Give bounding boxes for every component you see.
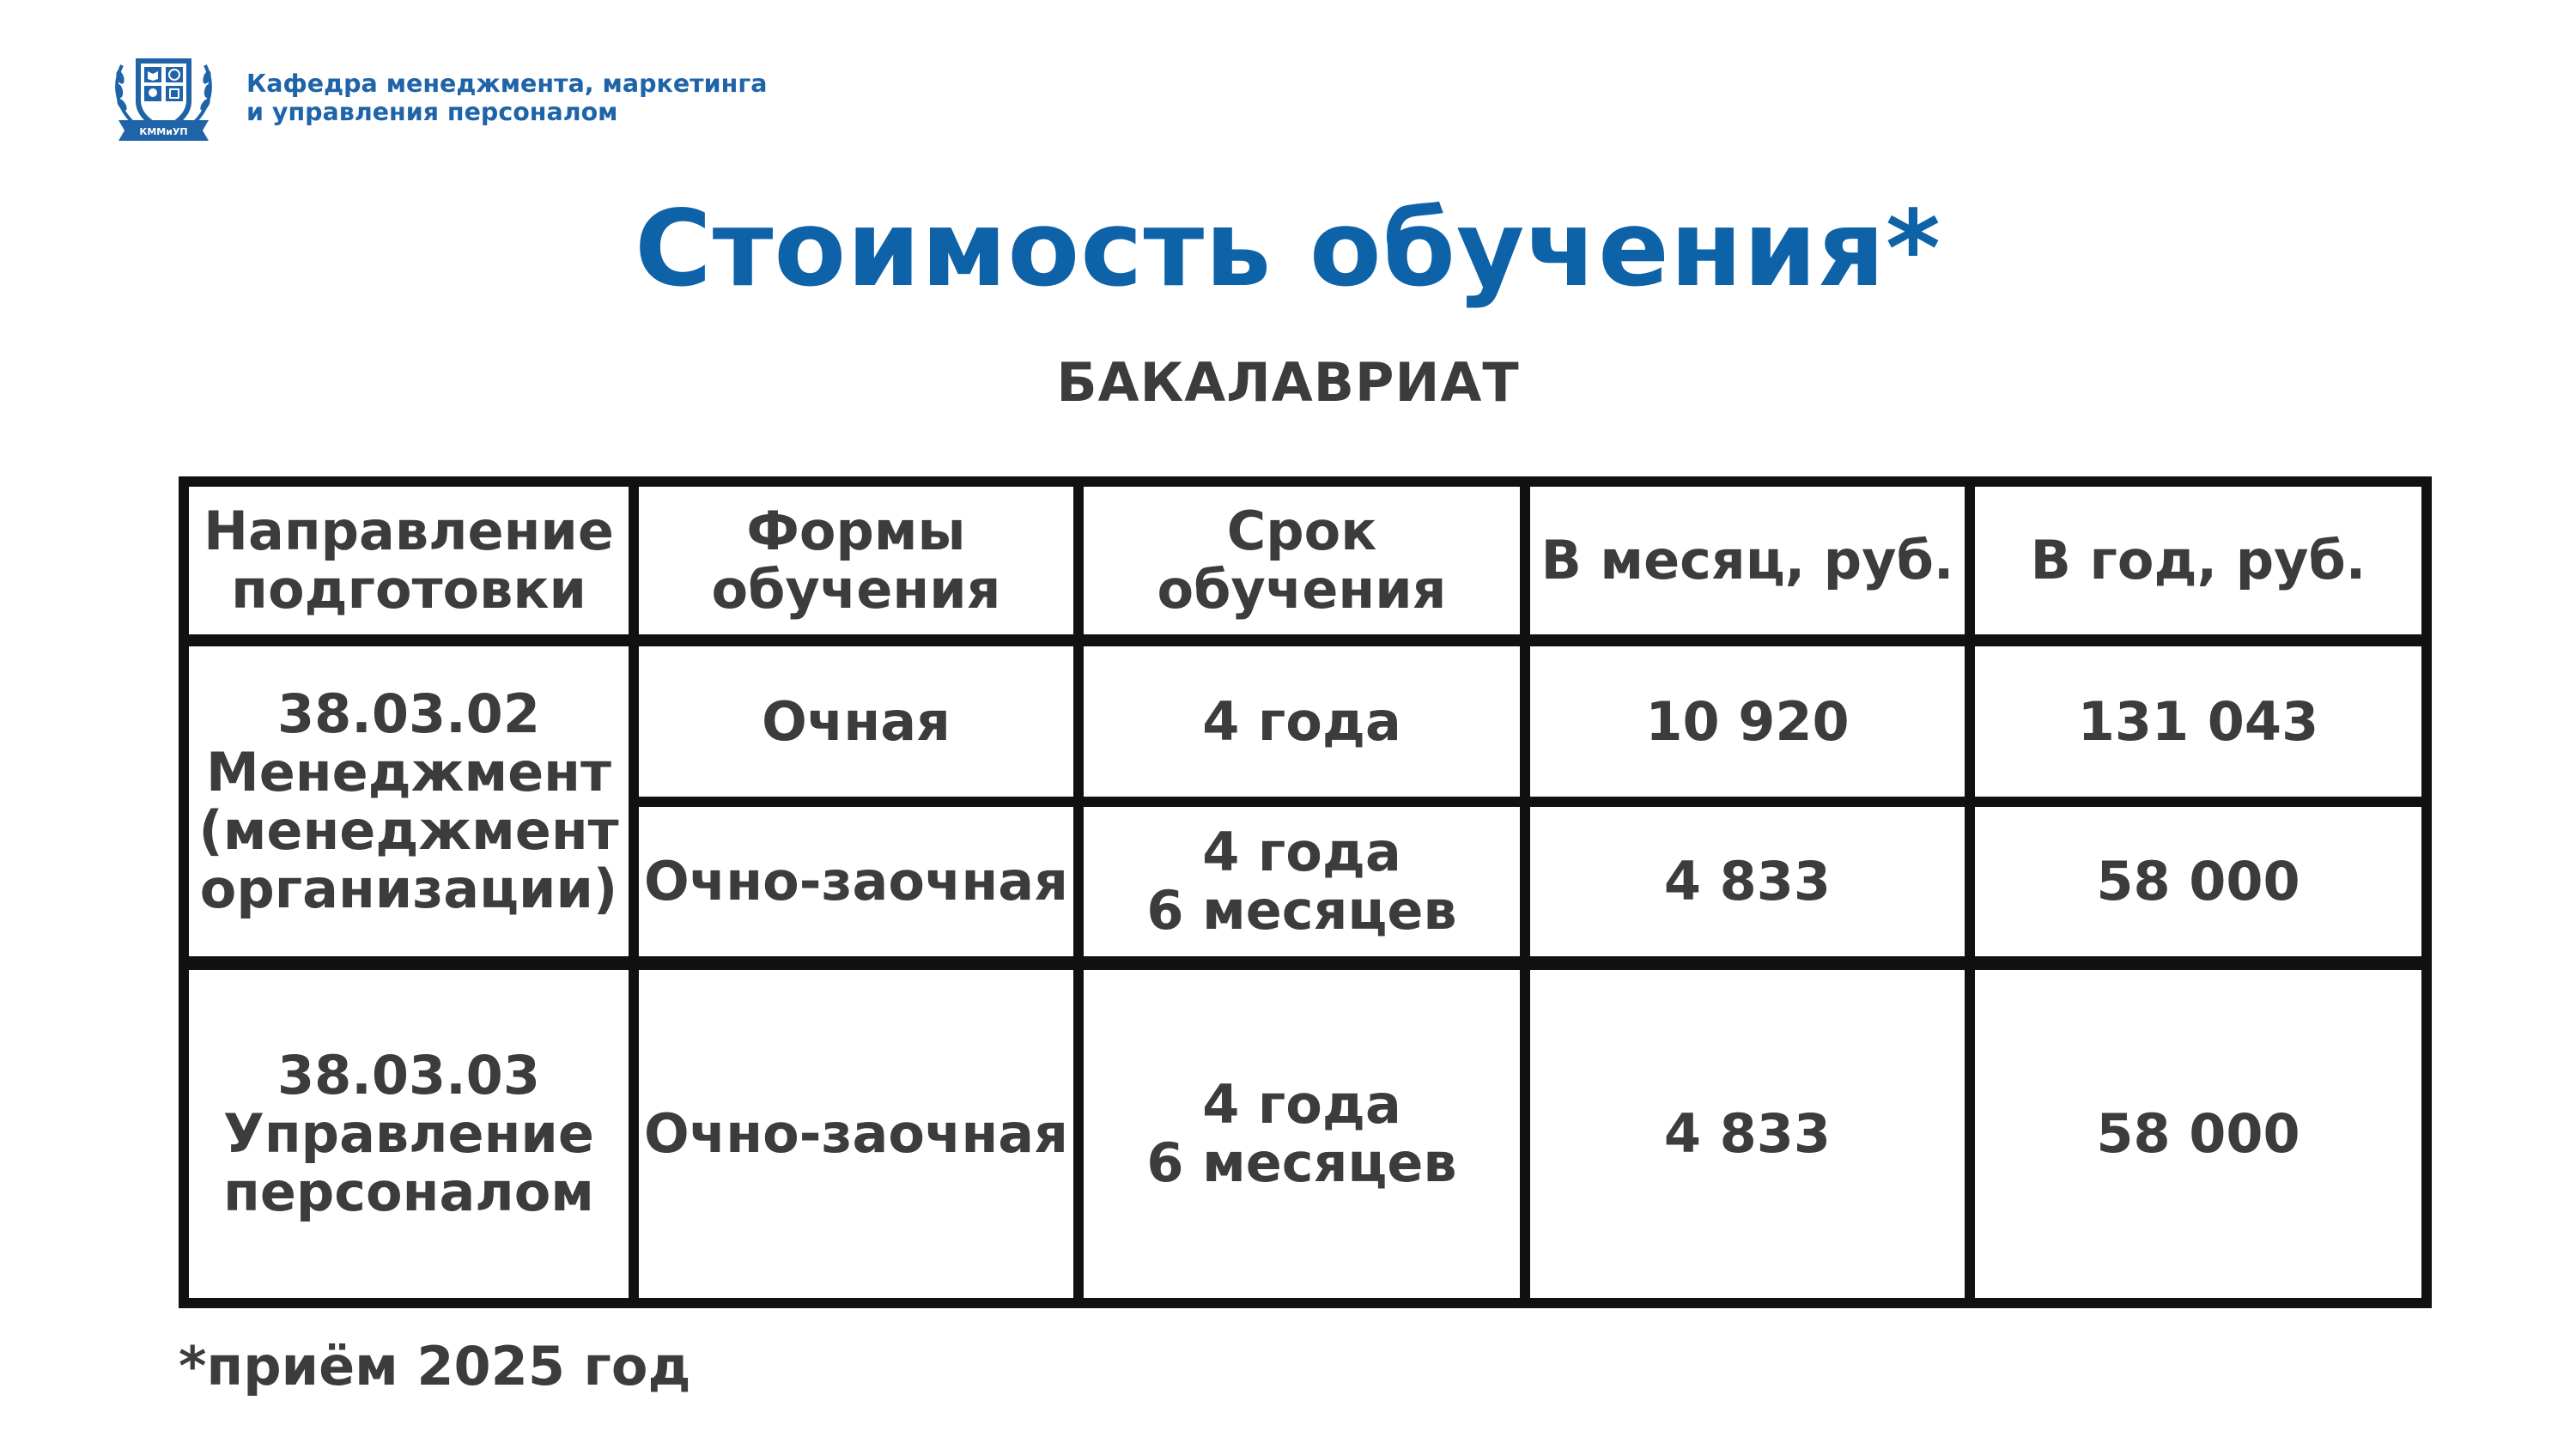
direction-name-line: (менеджмент xyxy=(198,798,619,862)
direction-code: 38.03.03 xyxy=(277,1044,540,1106)
price-per-year-cell: 131 043 xyxy=(1975,646,2421,807)
direction-cell xyxy=(189,970,639,1298)
duration-line: 4 года xyxy=(1202,1073,1401,1136)
header-form xyxy=(639,487,1084,646)
department-name xyxy=(246,70,767,126)
duration-cell xyxy=(1084,646,1530,807)
duration-line: 6 месяцев xyxy=(1146,1131,1457,1194)
header-direction-line1: Направление xyxy=(204,500,614,562)
header-duration xyxy=(1084,487,1530,646)
direction-code: 38.03.02 xyxy=(277,682,540,745)
price-per-year-cell: 58 000 xyxy=(1975,807,2421,970)
header-per-month: В месяц, руб. xyxy=(1530,487,1975,646)
price-per-month-cell: 4 833 xyxy=(1530,807,1975,970)
header-direction-line2: подготовки xyxy=(231,558,586,621)
price-per-month-cell: 4 833 xyxy=(1530,970,1975,1298)
duration-line: 6 месяцев xyxy=(1146,879,1457,942)
tuition-table xyxy=(179,476,2432,1308)
direction-name-line: организации) xyxy=(199,857,618,920)
direction-name-line: Менеджмент xyxy=(206,740,611,803)
study-form-cell: Очно-заочная xyxy=(639,970,1084,1298)
department-logo xyxy=(110,48,217,147)
price-per-year-cell: 58 000 xyxy=(2096,1102,2300,1165)
direction-name-line: Управление xyxy=(223,1102,594,1165)
duration-line: 4 года xyxy=(1202,821,1401,883)
header-duration-line2: обучения xyxy=(1157,558,1447,621)
header-duration-line1: Срок xyxy=(1226,500,1377,562)
header-per-year: В год, руб. xyxy=(1975,487,2421,646)
table-header-row xyxy=(189,487,2421,646)
direction-cell xyxy=(189,646,639,970)
page-subtitle: БАКАЛАВРИАТ xyxy=(1056,351,1520,414)
price-per-month-cell: 10 920 xyxy=(1530,646,1975,807)
header xyxy=(110,48,767,147)
header-form-line2: обучения xyxy=(711,558,1001,621)
table-row xyxy=(189,970,2421,1298)
table-row xyxy=(189,646,2421,807)
study-form-cell: Очно-заочная xyxy=(639,807,1084,970)
footnote: *приём 2025 год xyxy=(179,1335,691,1397)
svg-text:КММиУП: КММиУП xyxy=(139,126,188,137)
direction-name-line: персоналом xyxy=(223,1161,594,1223)
study-form-cell: Очная xyxy=(639,646,1084,807)
header-direction xyxy=(189,487,639,646)
duration-line: 4 года xyxy=(1202,689,1401,753)
department-name-line1: Кафедра менеджмента, маркетинга xyxy=(246,69,768,98)
duration-cell xyxy=(1084,807,1530,970)
department-name-line2: и управления персоналом xyxy=(246,97,618,126)
page-title: Стоимость обучения* xyxy=(635,188,1941,310)
header-form-line1: Формы xyxy=(746,500,966,562)
duration-cell xyxy=(1084,970,1530,1298)
